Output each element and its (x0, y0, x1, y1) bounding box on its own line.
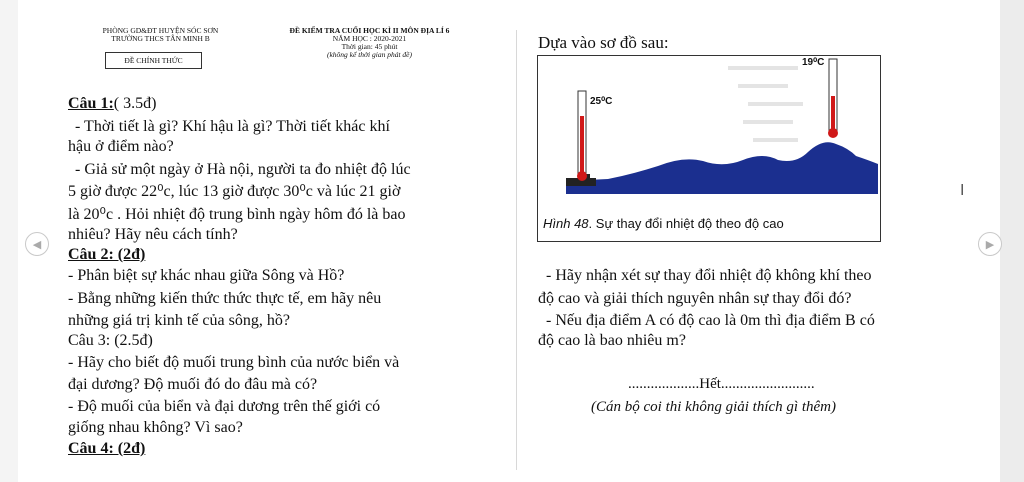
question-2-title: Câu 2: (2đ) (68, 246, 146, 263)
next-page-button[interactable] (978, 232, 1002, 256)
school-header (78, 27, 243, 43)
q3-line: - Hãy cho biết độ muối trung bình của nước biển và (68, 354, 400, 371)
q1-line: - Giả sử một ngày ở Hà nội, người ta đo nhiệt độ lúc (75, 161, 411, 178)
thermometer-low-bulb (577, 171, 587, 181)
q3-line: giống nhau không? Vì sao? (68, 419, 243, 436)
department-name: PHÒNG GD&ĐT HUYỆN SÓC SƠN (102, 26, 219, 35)
official-stamp: ĐỀ CHÍNH THỨC (105, 52, 202, 69)
q3-line: - Độ muối của biển và đại dương trên thế giới có (68, 398, 381, 415)
school-name: TRƯỜNG THCS TÂN MINH B (111, 34, 210, 43)
question-4-title: Câu 4: (2đ) (68, 440, 146, 457)
temp-high-label: 19⁰C (802, 57, 825, 68)
prev-page-button[interactable] (25, 232, 49, 256)
q1-line: - Thời tiết là gì? Khí hậu là gì? Thời tiết khác khí (75, 118, 390, 135)
q2-line: - Bằng những kiến thức thức thực tế, em hãy nêu (68, 290, 382, 307)
question-1-title: Câu 1:( 3.5đ) (68, 95, 157, 112)
mountain-shape (566, 142, 878, 194)
page-divider (516, 30, 517, 470)
r-line: - Hãy nhận xét sự thay đổi nhiệt độ không khí theo (546, 267, 872, 284)
q1-line: là 20⁰c . Hỏi nhiệt độ trung bình ngày hôm đó là bao (68, 206, 406, 223)
thermometer-high-bulb (828, 128, 838, 138)
q2-line: - Phân biệt sự khác nhau giữa Sông và Hồ? (68, 267, 345, 284)
mountain-diagram (538, 56, 880, 216)
figure-intro: Dựa vào sơ đồ sau: (538, 33, 669, 52)
faint-text-background (728, 68, 803, 140)
right-gutter (1000, 0, 1024, 482)
school-year: NĂM HỌC : 2020-2021 (332, 34, 407, 43)
thermometer-low-mercury (580, 116, 584, 174)
figure-caption: Hình 48. Sự thay đổi nhiệt độ theo độ cao (543, 216, 784, 231)
exam-header (262, 27, 477, 59)
exam-title: ĐỀ KIỂM TRA CUỐI HỌC KÌ II MÔN ĐỊA LÍ 6 (289, 26, 450, 35)
figure-label: Hình 48 (543, 216, 589, 231)
figure-48 (537, 55, 881, 242)
thermometer-high-mercury (831, 96, 835, 131)
end-marker: ...................Hết......................... (628, 376, 815, 392)
question-3-title: Câu 3: (2.5đ) (68, 332, 153, 349)
duration-note: (không kể thời gian phát đề) (326, 50, 413, 59)
end-note: (Cán bộ coi thi không giải thích gì thêm) (591, 399, 836, 415)
temp-low-label: 25⁰C (590, 96, 613, 107)
q2-line: những giá trị kinh tế của sông, hồ? (68, 312, 290, 329)
chevron-right-icon: ▶ (985, 238, 995, 251)
r-line: độ cao là bao nhiêu m? (538, 332, 686, 349)
duration: Thời gian: 45 phút (341, 42, 398, 51)
r-line: độ cao và giải thích nguyên nhân sự thay đổi đó? (538, 290, 852, 307)
q3-line: đại dương? Độ muối đó do đâu mà có? (68, 376, 318, 393)
q1-line: nhiêu? Hãy nêu cách tính? (68, 226, 238, 243)
q1-line: hậu ở điểm nào? (68, 138, 174, 155)
r-line: - Nếu địa điểm A có độ cao là 0m thì địa điểm B có (546, 312, 875, 329)
text-cursor-icon: I (960, 182, 965, 199)
left-gutter (0, 0, 18, 482)
q1-line: 5 giờ được 22⁰c, lúc 13 giờ được 30⁰c và lúc 21 giờ (68, 183, 401, 200)
chevron-left-icon: ◀ (32, 238, 42, 251)
